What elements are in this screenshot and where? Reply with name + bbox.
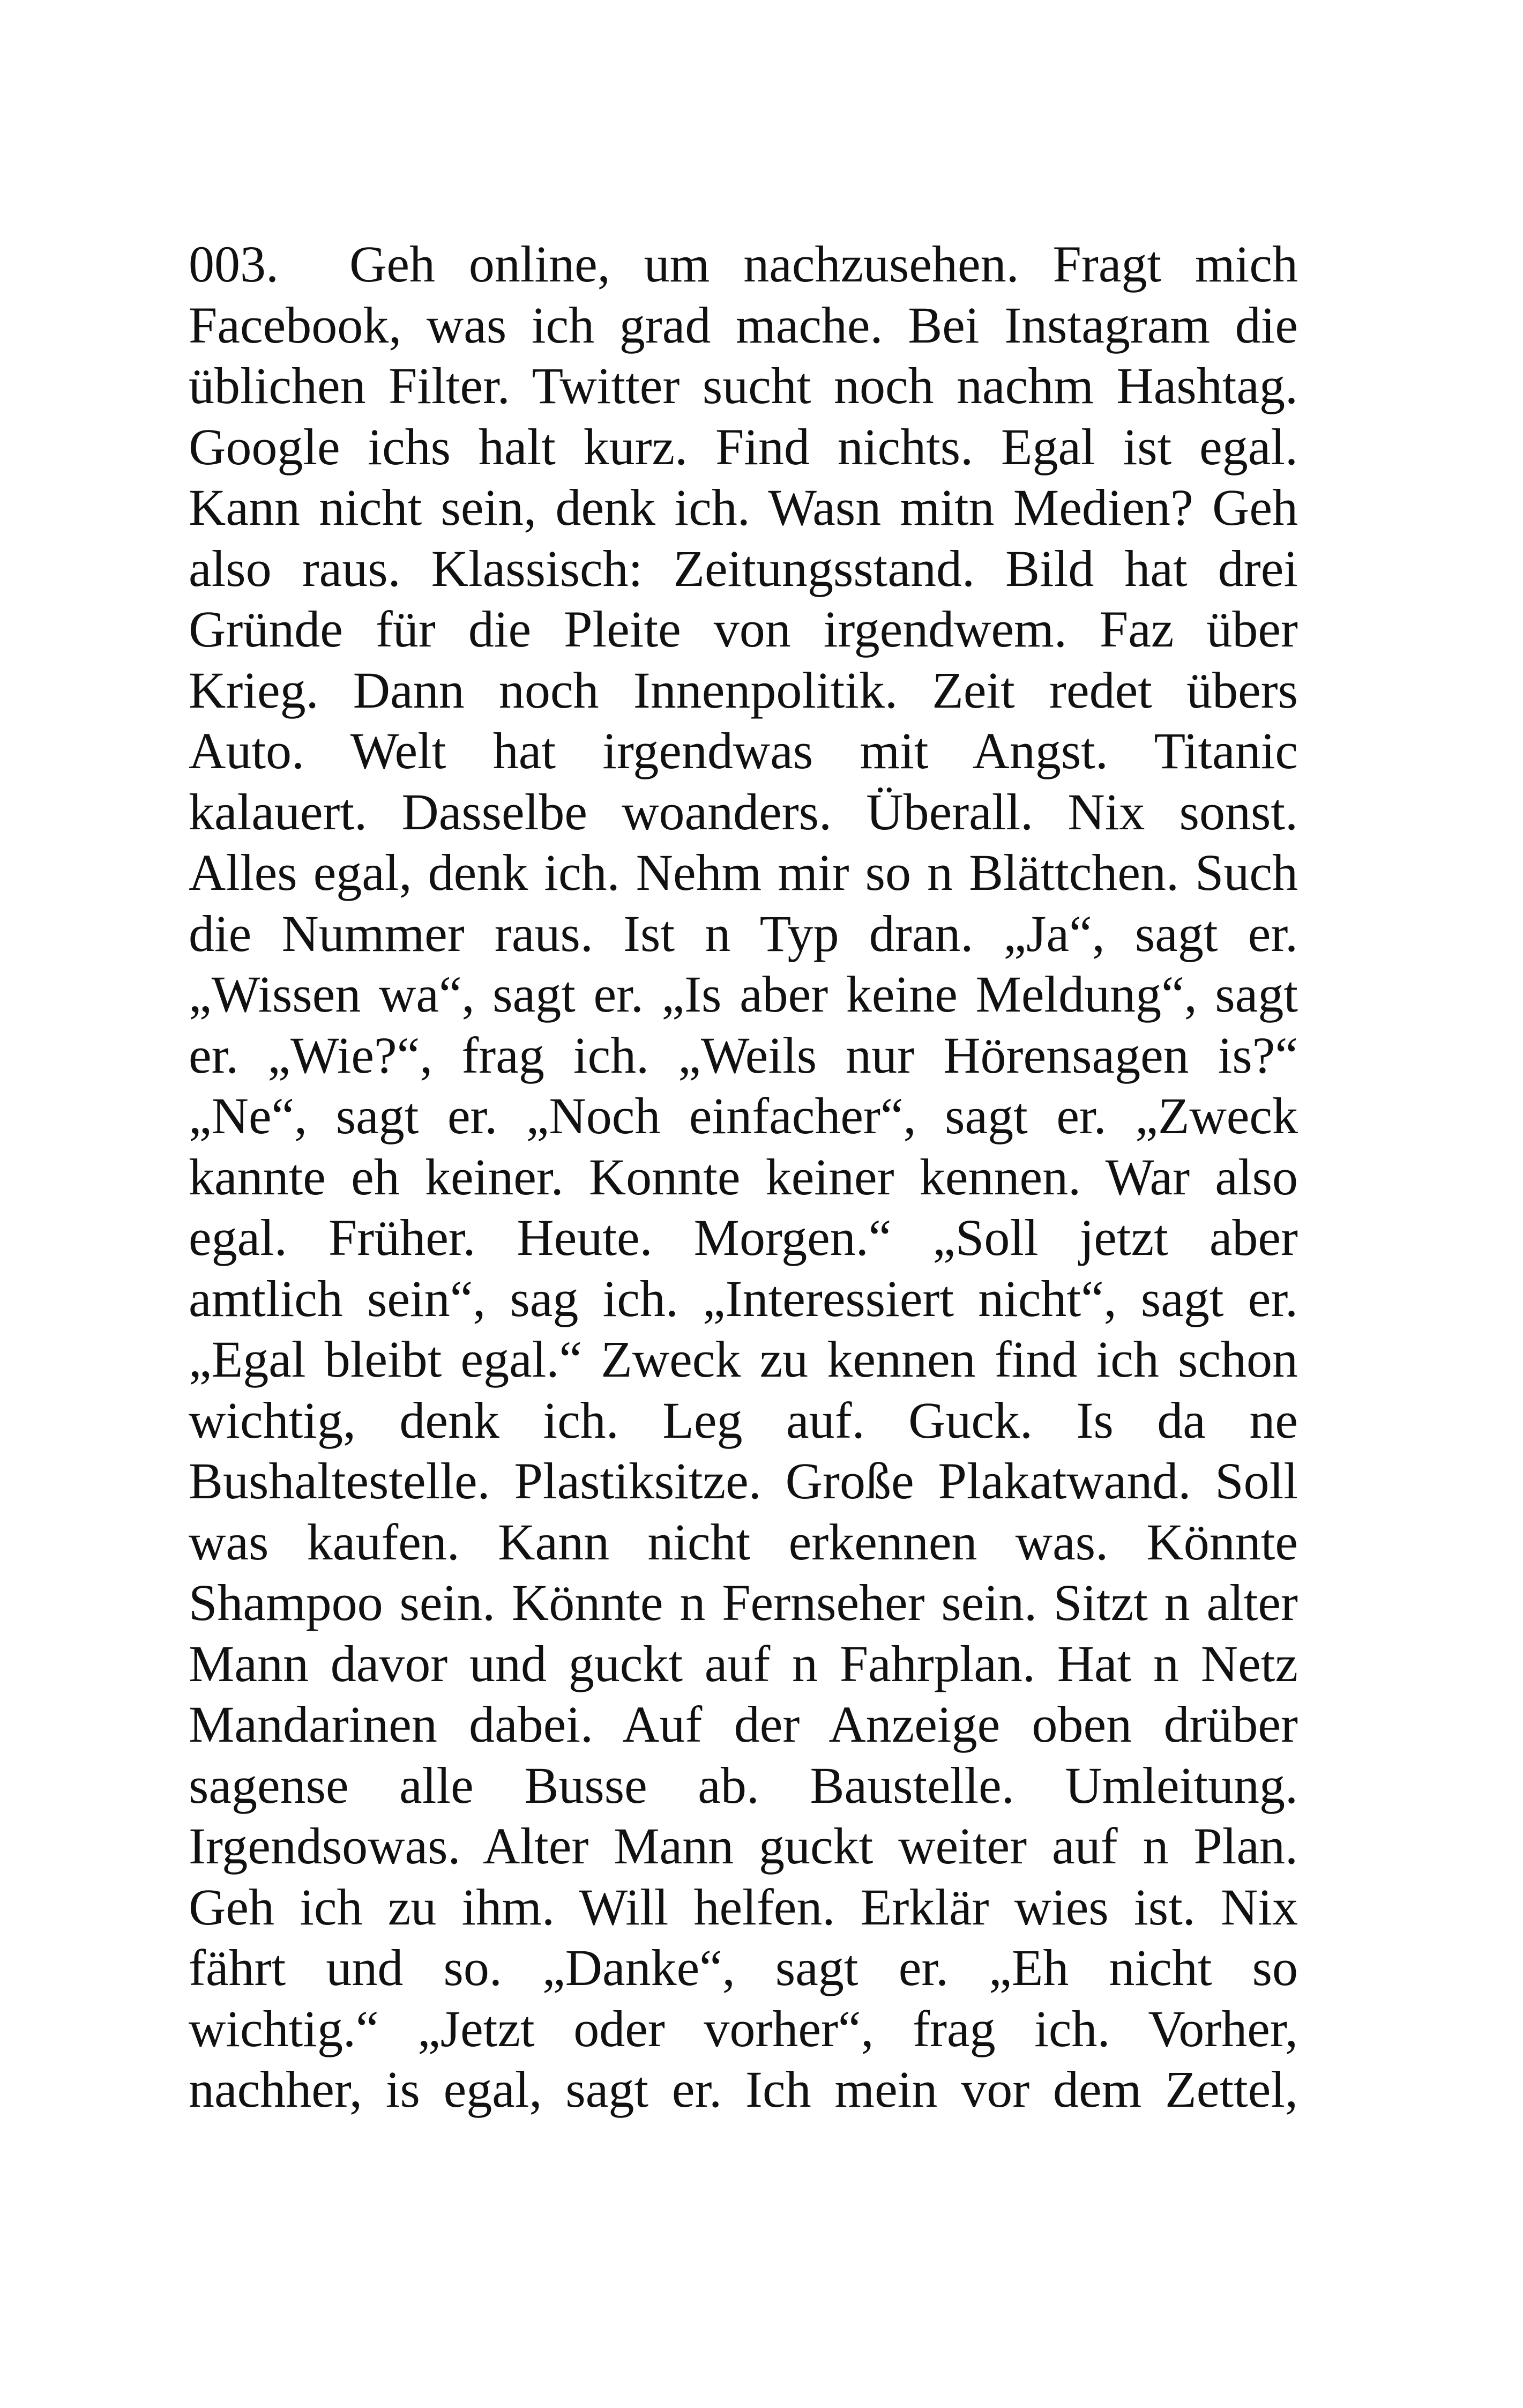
text-line-21: Bushaltestelle. Plastiksitze. Große Plakatwand. Soll xyxy=(189,1452,1298,1510)
text-line-7: Gründe für die Pleite von irgendwem. Faz über xyxy=(189,600,1298,658)
text-line-28: Geh ich zu ihm. Will helfen. Erklär wies ist. Nix xyxy=(189,1878,1298,1936)
text-line-15: „Ne“, sagt er. „Noch einfacher“, sagt er. „Zweck xyxy=(189,1087,1298,1144)
text-line-8: Krieg. Dann noch Innenpolitik. Zeit redet übers xyxy=(189,661,1298,719)
text-line-6: also raus. Klassisch: Zeitungsstand. Bild hat drei xyxy=(189,539,1298,597)
text-line-23: Shampoo sein. Könnte n Fernseher sein. Sitzt n alter xyxy=(189,1574,1298,1631)
text-line-13: „Wissen wa“, sagt er. „Is aber keine Meldung“, sagt xyxy=(189,965,1298,1023)
text-line-16: kannte eh keiner. Konnte keiner kennen. War also xyxy=(189,1148,1298,1206)
text-line-2: Facebook, was ich grad mache. Bei Instagram die xyxy=(189,296,1298,354)
text-line-12: die Nummer raus. Ist n Typ dran. „Ja“, sagt er. xyxy=(189,904,1298,962)
text-line-30: wichtig.“ „Jetzt oder vorher“, frag ich. Vorher, xyxy=(189,2000,1298,2057)
text-line-17: egal. Früher. Heute. Morgen.“ „Soll jetzt aber xyxy=(189,1209,1298,1266)
text-line-29: fährt und so. „Danke“, sagt er. „Eh nicht so xyxy=(189,1939,1298,1996)
text-line-19: „Egal bleibt egal.“ Zweck zu kennen find ich schon xyxy=(189,1331,1298,1388)
text-line-27: Irgendsowas. Alter Mann guckt weiter auf n Plan. xyxy=(189,1817,1298,1875)
text-line-11: Alles egal, denk ich. Nehm mir so n Blättchen. Such xyxy=(189,844,1298,901)
paragraph-number: 003. xyxy=(189,235,279,293)
line-text: Geh online, um nachzusehen. Fragt mich xyxy=(349,235,1298,293)
text-line-4: Google ichs halt kurz. Find nichts. Egal ist egal. xyxy=(189,418,1298,475)
text-line-18: amtlich sein“, sag ich. „Interessiert nicht“, sagt er. xyxy=(189,1269,1298,1327)
text-line-26: sagense alle Busse ab. Baustelle. Umleitung. xyxy=(189,1756,1298,1814)
text-line-31: nachher, is egal, sagt er. Ich mein vor dem Zettel, xyxy=(189,2061,1298,2118)
text-line-22: was kaufen. Kann nicht erkennen was. Könnte xyxy=(189,1513,1298,1571)
text-line-25: Mandarinen dabei. Auf der Anzeige oben drüber xyxy=(189,1696,1298,1753)
text-line-20: wichtig, denk ich. Leg auf. Guck. Is da ne xyxy=(189,1391,1298,1449)
text-line-3: üblichen Filter. Twitter sucht noch nachm Hashtag. xyxy=(189,357,1298,414)
text-line-1 xyxy=(189,234,1298,295)
text-line-5: Kann nicht sein, denk ich. Wasn mitn Medien? Geh xyxy=(189,479,1298,536)
text-line-24: Mann davor und guckt auf n Fahrplan. Hat n Netz xyxy=(189,1634,1298,1692)
text-line-10: kalauert. Dasselbe woanders. Überall. Nix sonst. xyxy=(189,783,1298,841)
text-line-9: Auto. Welt hat irgendwas mit Angst. Titanic xyxy=(189,722,1298,779)
text-line-14: er. „Wie?“, frag ich. „Weils nur Hörensagen is?“ xyxy=(189,1026,1298,1084)
body-text xyxy=(189,234,1298,2120)
